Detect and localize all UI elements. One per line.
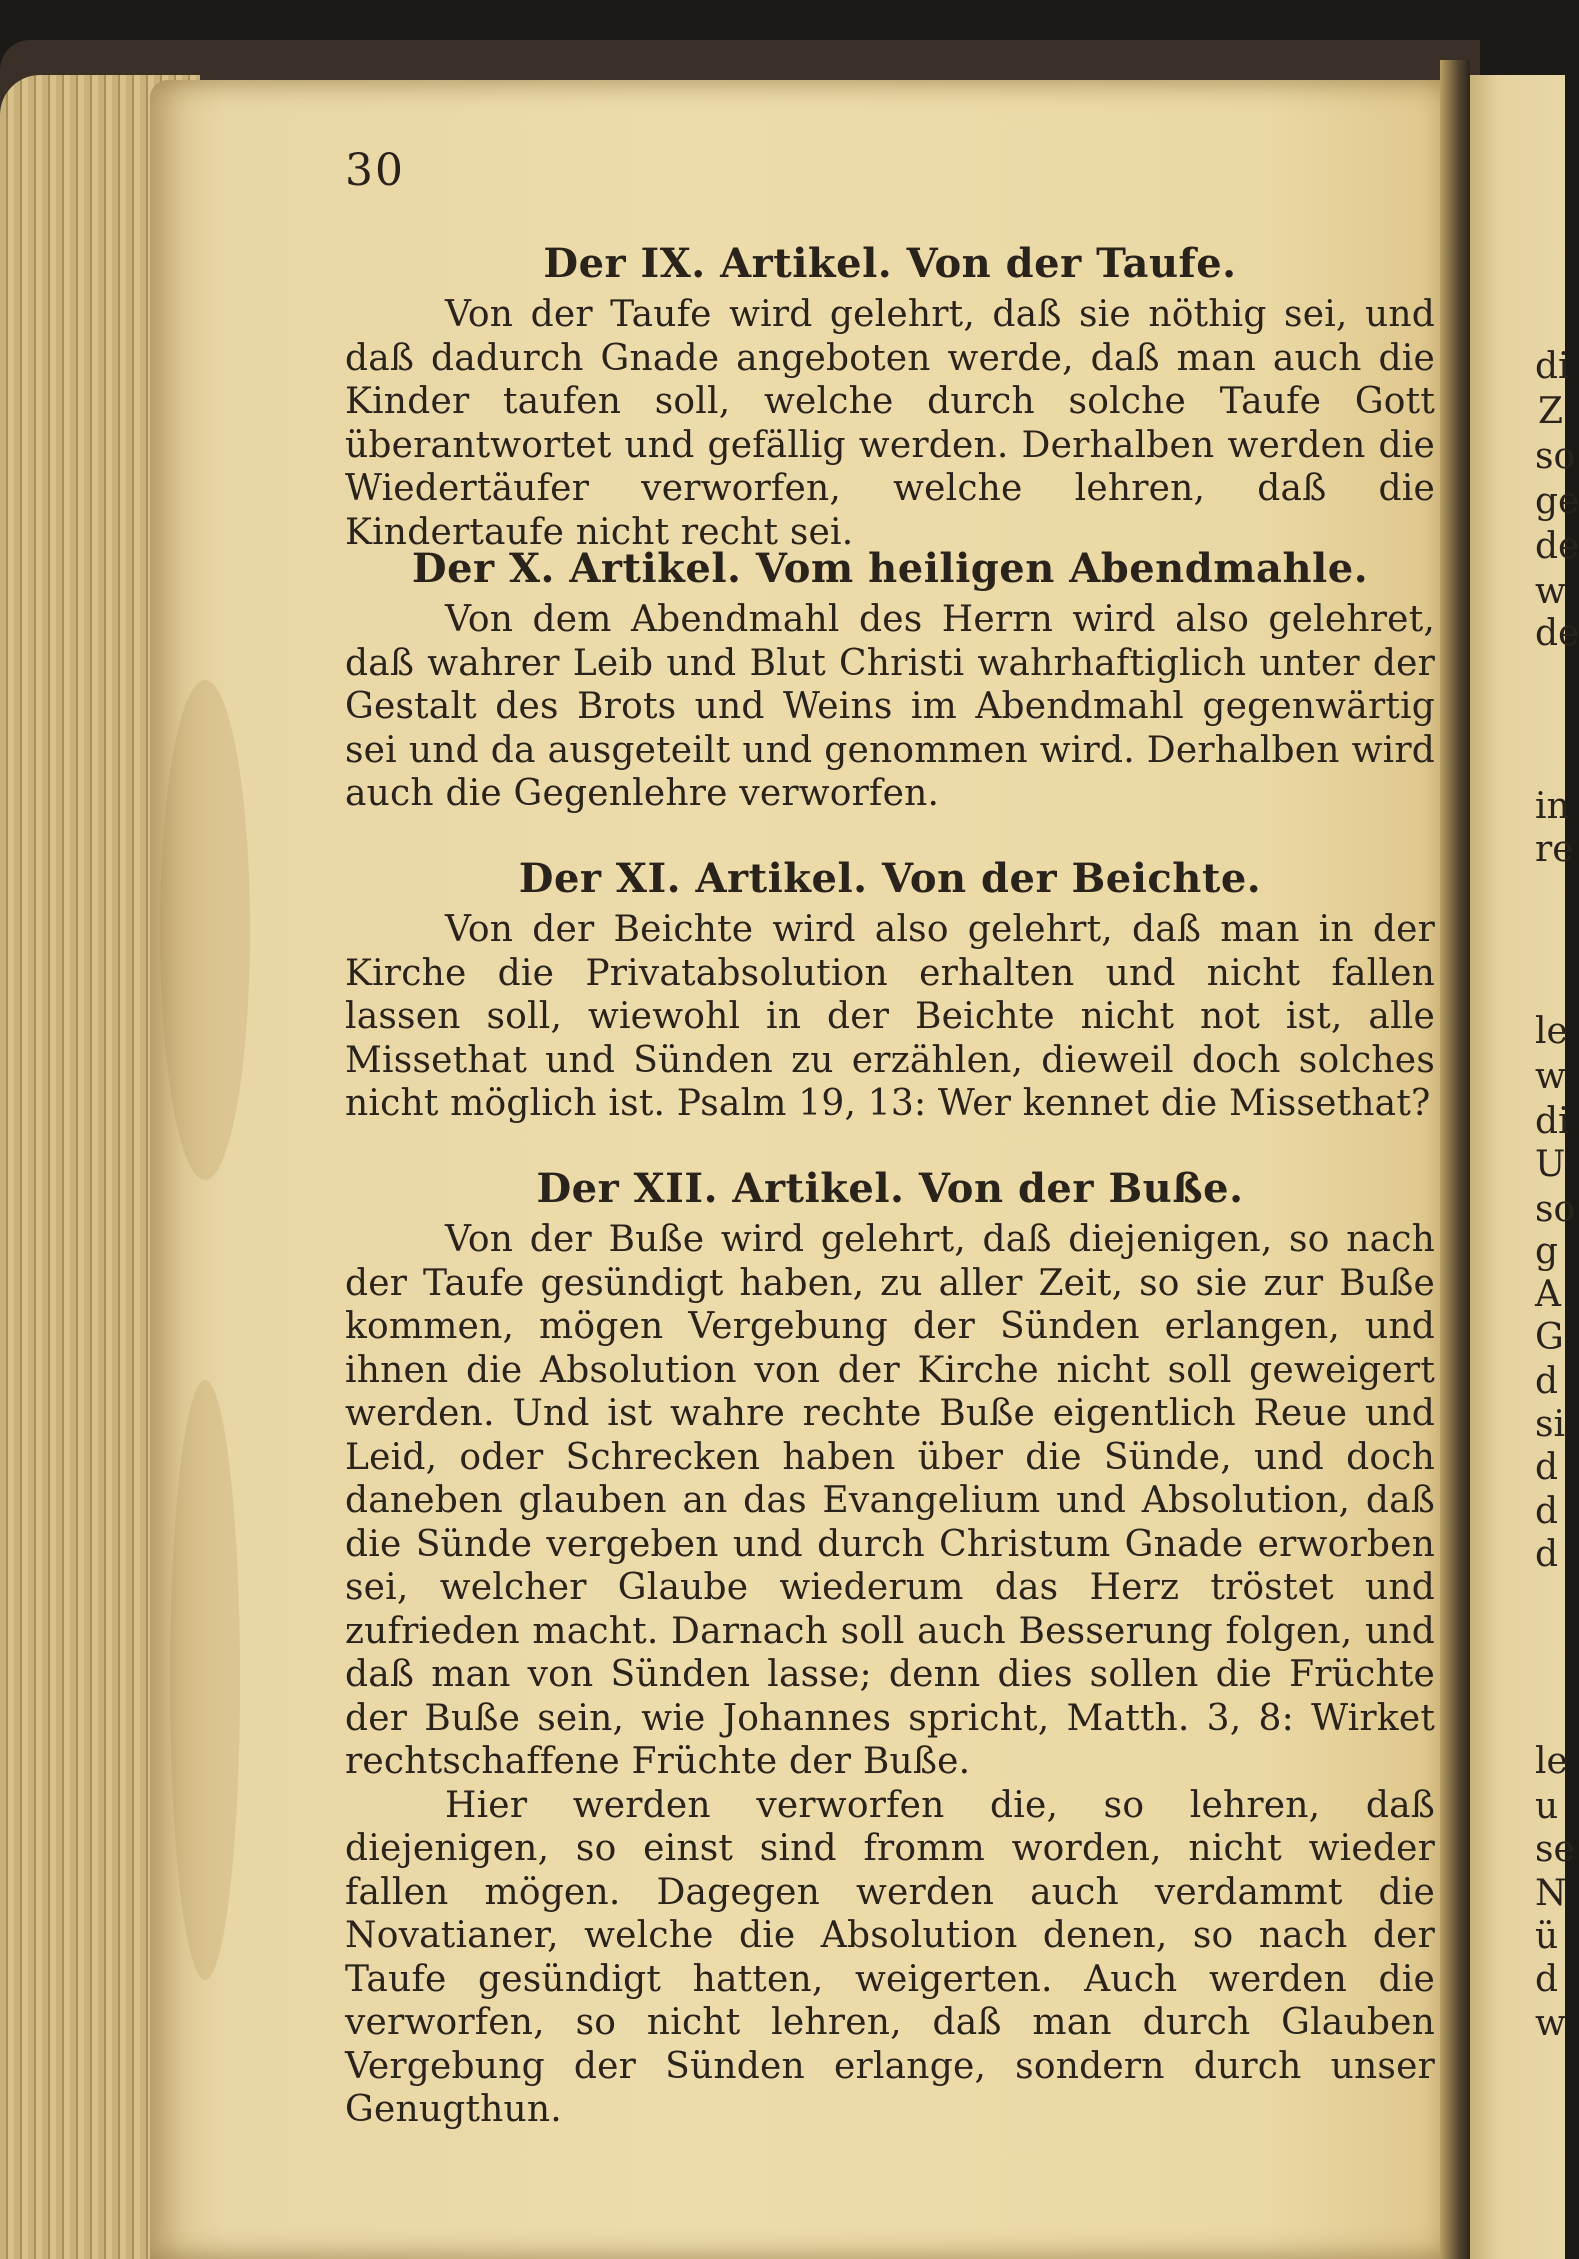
text-fragment: g	[1535, 1231, 1559, 1272]
article-9	[345, 240, 1435, 554]
article-paragraph: Von der Buße wird gelehrt, daß diejenigen, so nach der Taufe gesündigt haben, zu aller Zeit, so sie zur Buße kommen, mögen Vergebung der Sünden erlangen, und ihnen die Absolution von der Kirche nicht soll geweigert werden. Und ist wahre rechte Buße eigentlich Reue und Leid, oder Schrecken haben über die Sünde, und doch daneben glauben an das Evangelium und Absolution, daß die Sünde vergeben und durch Christum Gnade erworben sei, welcher Glaube wiederum das Herz tröstet und zufrieden macht. Darnach soll auch Besserung folgen, und daß man von Sünden lasse; denn dies sollen die Früchte der Buße sein, wie Johannes spricht, Matth. 3, 8: Wirket rechtschaffene Früchte der Buße.	[345, 1219, 1435, 1782]
text-fragment: Z	[1538, 391, 1564, 432]
text-fragment: si	[1535, 1404, 1565, 1445]
text-fragment: d	[1535, 1534, 1559, 1575]
article-paragraph: Hier werden verworfen die, so lehren, daß diejenigen, so einst sind fromm worden, nicht wieder fallen mögen. Dagegen werden auch verdammt die Novatianer, welche die Absolution denen, so nach der Taufe gesündigt hatten, weigerten. Auch werden die verworfen, so nicht lehren, daß man durch Glauben Vergebung der Sünden erlange, sondern durch unser Genugthun.	[345, 1784, 1435, 2130]
text-fragment: di	[1535, 346, 1570, 387]
text-fragment: di	[1535, 1101, 1570, 1142]
article-heading: Der XI. Artikel. Von der Beichte.	[518, 855, 1262, 902]
article-paragraph: Von dem Abendmahl des Herrn wird also gelehret, daß wahrer Leib und Blut Christi wahrhaftiglich unter der Gestalt des Brots und Weins im Abendmahl gegenwärtig sei und da ausgeteilt und genommen wird. Derhalben wird auch die Gegenlehre verworfen.	[345, 599, 1435, 814]
article-paragraph: Von der Taufe wird gelehrt, daß sie nöthig sei, und daß dadurch Gnade angeboten werde, daß man auch die Kinder taufen soll, welche durch solche Taufe Gott überantwortet und gefällig werden. Derhalben werden die Wiedertäufer verworfen, welche lehren, daß die Kindertaufe nicht recht sei.	[345, 294, 1435, 553]
text-fragment: d	[1535, 1361, 1559, 1402]
article-heading: Der X. Artikel. Vom heiligen Abendmahle.	[411, 545, 1369, 592]
article-paragraph: Von der Beichte wird also gelehrt, daß man in der Kirche die Privatabsolution erhalten und nicht fallen lassen soll, wiewohl in der Beichte nicht not ist, alle Missethat und Sünden zu erzählen, dieweil doch solches nicht möglich ist. Psalm 19, 13: Wer kennet die Missethat?	[345, 909, 1435, 1124]
text-fragment: U	[1535, 1144, 1566, 1185]
text-fragment: w	[1535, 571, 1566, 612]
text-fragment: d	[1535, 1959, 1559, 2000]
text-fragment: so	[1535, 1189, 1576, 1230]
text-fragment: G	[1535, 1317, 1564, 1358]
text-fragment: le	[1535, 1741, 1568, 1782]
article-12	[345, 1165, 1435, 2132]
text-fragment: ge	[1535, 481, 1579, 522]
water-stain	[170, 1380, 240, 1980]
article-heading: Der IX. Artikel. Von der Taufe.	[543, 240, 1237, 287]
text-fragment: le	[1535, 1011, 1568, 1052]
text-fragment: d	[1535, 1491, 1559, 1532]
article-11	[345, 855, 1435, 1126]
page-number: 30	[345, 145, 405, 196]
text-fragment: ü	[1535, 1916, 1559, 1957]
article-10	[345, 545, 1435, 816]
text-fragment: w	[1535, 1056, 1566, 1097]
text-fragment: u	[1535, 1786, 1559, 1827]
text-fragment: re	[1535, 829, 1574, 870]
text-fragment: de	[1535, 613, 1579, 654]
text-fragment: de	[1535, 526, 1579, 567]
water-stain	[160, 680, 250, 1180]
text-fragment: w	[1535, 2003, 1566, 2044]
text-fragment: in	[1535, 786, 1570, 827]
text-fragment: so	[1535, 436, 1576, 477]
text-fragment: A	[1535, 1274, 1561, 1315]
text-fragment: se	[1535, 1829, 1575, 1870]
text-fragment: d	[1535, 1447, 1559, 1488]
book-gutter	[1440, 60, 1470, 2259]
text-fragment: N	[1535, 1873, 1567, 1914]
article-heading: Der XII. Artikel. Von der Buße.	[536, 1165, 1244, 1212]
